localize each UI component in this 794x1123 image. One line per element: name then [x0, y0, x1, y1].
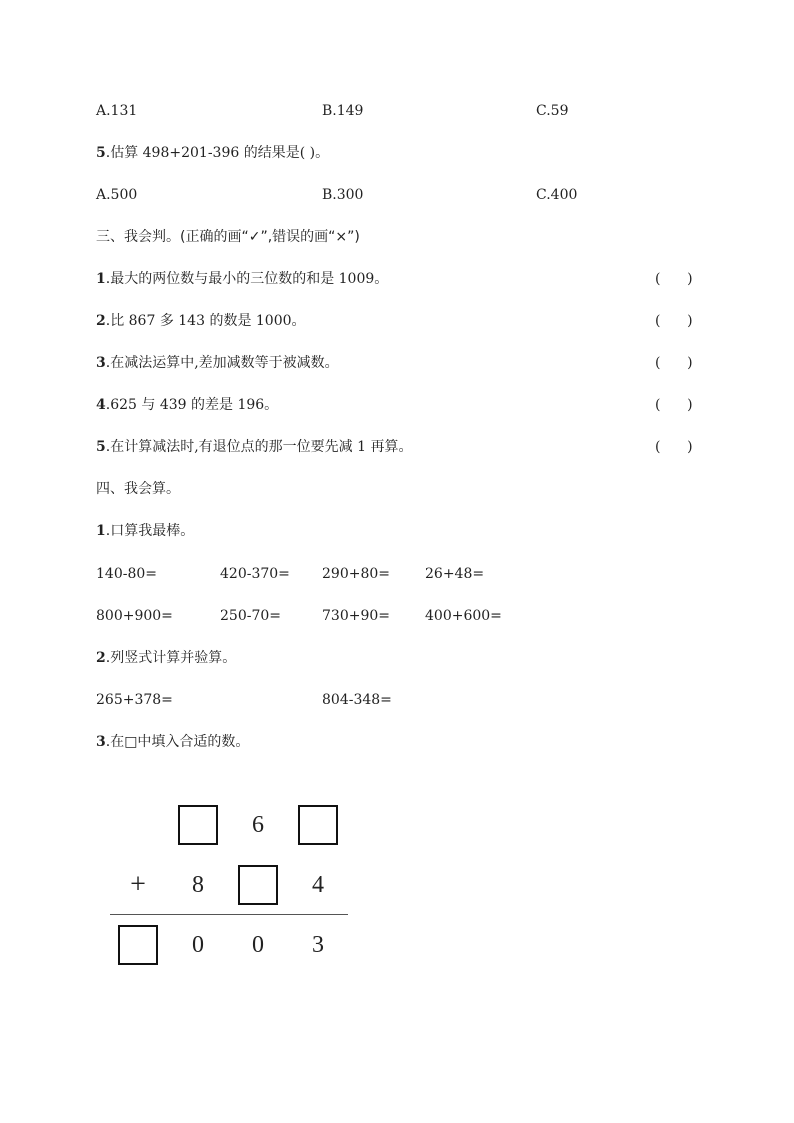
answer-parentheses[interactable]: ( ) — [655, 355, 693, 371]
mental-calc: 730+90= — [322, 608, 390, 624]
item-number: 5 — [96, 439, 106, 455]
digit: 4 — [312, 872, 324, 898]
judge-item — [96, 311, 306, 331]
item-number: 4 — [96, 397, 106, 413]
sub-number: 3 — [96, 734, 106, 750]
digit: 6 — [252, 812, 264, 838]
option-c: C.400 — [536, 187, 578, 203]
option-b: B.149 — [322, 103, 364, 119]
item-text: .在计算减法时,有退位点的那一位要先减 1 再算。 — [105, 439, 413, 455]
item-text: .最大的两位数与最小的三位数的和是 1009。 — [105, 271, 389, 287]
sub-question-3 — [96, 732, 249, 752]
vertical-calc: 804-348= — [322, 692, 392, 708]
sub-question-1 — [96, 521, 194, 541]
plus-sign: + — [130, 869, 146, 900]
option-a: A.131 — [96, 103, 138, 119]
sub-text: .口算我最棒。 — [105, 523, 195, 539]
item-number: 2 — [96, 313, 106, 329]
sub-number: 1 — [96, 523, 106, 539]
question-number: 5 — [96, 145, 106, 161]
judge-item — [96, 353, 339, 373]
answer-parentheses[interactable]: ( ) — [655, 397, 693, 413]
mental-calc: 800+900= — [96, 608, 173, 624]
item-text: .625 与 439 的差是 196。 — [105, 397, 279, 413]
item-text: .在减法运算中,差加减数等于被减数。 — [105, 355, 339, 371]
judge-item — [96, 269, 388, 289]
sub-question-2 — [96, 648, 236, 668]
judge-item — [96, 437, 412, 457]
item-number: 3 — [96, 355, 106, 371]
answer-parentheses[interactable]: ( ) — [655, 271, 693, 287]
question-5 — [96, 143, 329, 163]
mental-calc: 26+48= — [425, 566, 485, 582]
mental-calc: 250-70= — [220, 608, 281, 624]
blank-box[interactable] — [178, 805, 218, 845]
answer-parentheses[interactable]: ( ) — [655, 313, 693, 329]
option-b: B.300 — [322, 187, 364, 203]
digit: 0 — [252, 932, 264, 958]
judge-item — [96, 395, 278, 415]
option-a: A.500 — [96, 187, 138, 203]
blank-box[interactable] — [118, 925, 158, 965]
question-text: .估算 498+201-396 的结果是( )。 — [105, 145, 330, 161]
sub-text: .列竖式计算并验算。 — [105, 650, 237, 666]
item-text: .比 867 多 143 的数是 1000。 — [105, 313, 306, 329]
section-title-judge: 三、我会判。(正确的画“✓”,错误的画“×”) — [96, 229, 360, 245]
mental-calc: 420-370= — [220, 566, 290, 582]
mental-calc: 140-80= — [96, 566, 157, 582]
sub-text: .在□中填入合适的数。 — [105, 734, 250, 750]
vertical-calc: 265+378= — [96, 692, 173, 708]
mental-calc: 290+80= — [322, 566, 390, 582]
digit: 0 — [192, 932, 204, 958]
mental-calc: 400+600= — [425, 608, 502, 624]
blank-box[interactable] — [238, 865, 278, 905]
sum-line — [110, 914, 348, 915]
digit: 8 — [192, 872, 204, 898]
sub-number: 2 — [96, 650, 106, 666]
answer-parentheses[interactable]: ( ) — [655, 439, 693, 455]
item-number: 1 — [96, 271, 106, 287]
digit: 3 — [312, 932, 324, 958]
option-c: C.59 — [536, 103, 569, 119]
blank-box[interactable] — [298, 805, 338, 845]
section-title-calc: 四、我会算。 — [96, 481, 180, 497]
